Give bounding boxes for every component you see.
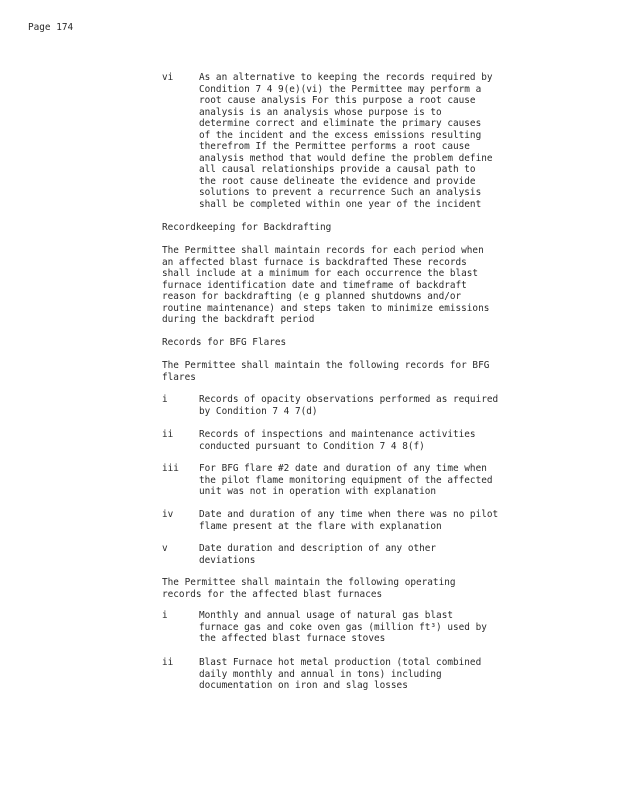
list-item-number: i bbox=[162, 610, 168, 621]
list-item-text: Records of inspections and maintenance activities conducted pursuant to Condition 7 4 8(f) bbox=[199, 429, 476, 452]
list-item-text: Monthly and annual usage of natural gas blast furnace gas and coke oven gas (million ft³) used by the affected blast furnace stoves bbox=[199, 610, 487, 644]
list-item-text: Date duration and description of any other deviations bbox=[199, 543, 437, 566]
section-heading-bfg-flares: Records for BFG Flares bbox=[162, 337, 287, 348]
list-item-number: vi bbox=[162, 72, 174, 83]
list-item-text: Records of opacity observations performed as required by Condition 7 4 7(d) bbox=[199, 394, 499, 417]
list-item-number: v bbox=[162, 543, 168, 554]
list-item-text: As an alternative to keeping the records required by Condition 7 4 9(e)(vi) the Permittee may perform a root cause analysis For this purpose a root cause analysis is an analysis whose purpose is to determine correct and eliminate the primary causes of the incident and the excess emissions resulting therefrom If the Permittee performs a root cause analysis method that would define the problem define all causal relationships provide a causal path to the root cause delineate the evidence and provide solutions to prevent a recurrence Such an analysis shall be completed within one year of the incident bbox=[199, 72, 493, 210]
list-item-text: For BFG flare #2 date and duration of any time when the pilot flame monitoring equipment of the affected unit was not in operation with explanation bbox=[199, 463, 493, 497]
backdrafting-paragraph: The Permittee shall maintain records for each period when an affected blast furnace is backdrafted These records shall include at a minimum for each occurrence the blast furnace identification date and timeframe of backdraft reason for backdrafting (e g planned shutdowns and/or routine maintenance) and steps taken to minimize emissions during the backdraft period bbox=[162, 245, 490, 325]
list-item-number: ii bbox=[162, 657, 174, 668]
list-item-text: Blast Furnace hot metal production (total combined daily monthly and annual in tons) including documentation on iron and slag losses bbox=[199, 657, 482, 691]
list-item-number: iii bbox=[162, 463, 179, 474]
list-item-number: iv bbox=[162, 509, 174, 520]
operating-records-intro: The Permittee shall maintain the following operating records for the affected blast furnaces bbox=[162, 577, 456, 600]
list-item-number: ii bbox=[162, 429, 174, 440]
list-item-text: Date and duration of any time when there was no pilot flame present at the flare with explanation bbox=[199, 509, 499, 532]
list-item-number: i bbox=[162, 394, 168, 405]
bfg-flares-intro: The Permittee shall maintain the following records for BFG flares bbox=[162, 360, 490, 383]
section-heading-backdrafting: Recordkeeping for Backdrafting bbox=[162, 222, 332, 233]
page-number: Page 174 bbox=[28, 22, 74, 33]
